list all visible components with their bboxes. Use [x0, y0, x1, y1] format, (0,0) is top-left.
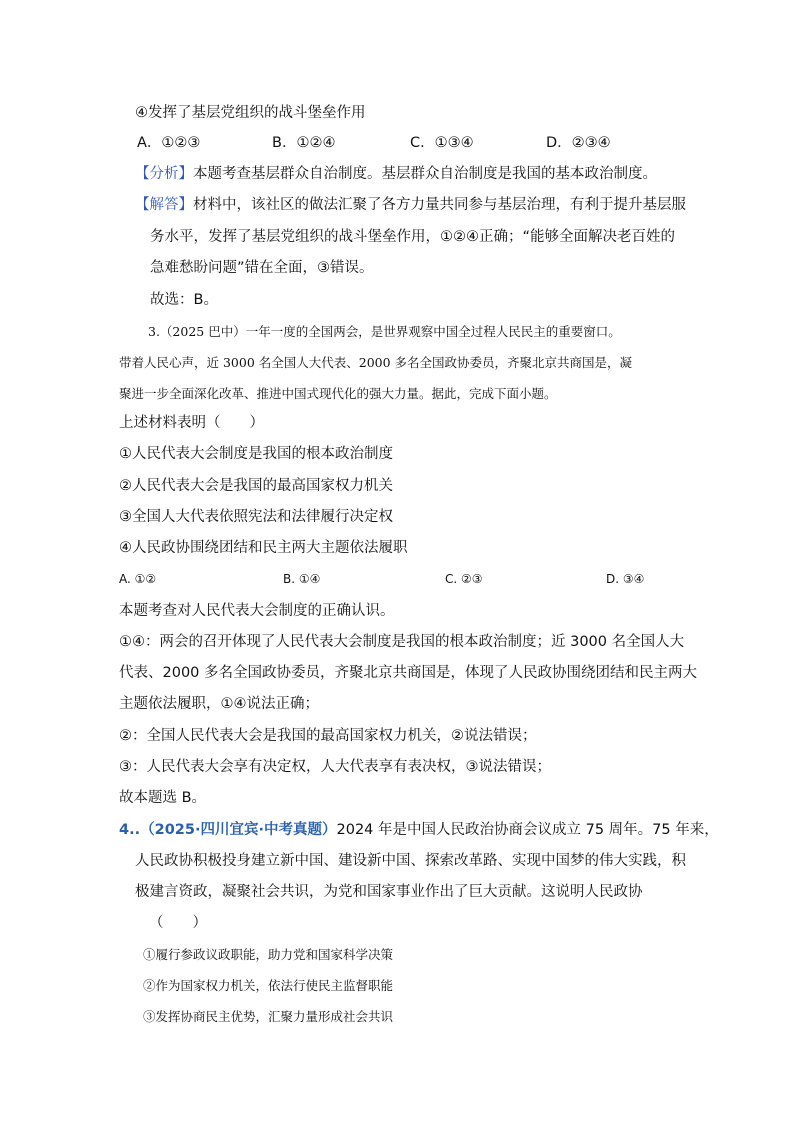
q4-paren: （ ）: [149, 915, 207, 931]
q3-option-a: A. ①②: [119, 572, 157, 586]
q4-line-3: 极建言资政，凝聚社会共识，为党和国家事业作出了巨大贡献。这说明人民政协: [135, 884, 643, 900]
q3-material-line-2: 带着人民心声，近 3000 名全国人大代表、2000 多名全国政协委员，齐聚北京共商国是，凝: [119, 355, 633, 370]
q3-explanation-intro: 本题考查对人民代表大会制度的正确认识。: [119, 603, 395, 619]
q3-item-4: ④人民政协围绕团结和民主两大主题依法履职: [119, 540, 408, 556]
q2-item-4: ④发挥了基层党组织的战斗堡垒作用: [135, 105, 366, 121]
q3-explanation-b: ②：全国人民代表大会是我国的最高国家权力机关，②说法错误；: [119, 728, 537, 744]
q4-item-3: ③发挥协商民主优势，汇聚力量形成社会共识: [143, 1009, 394, 1024]
q3-item-1: ①人民代表大会制度是我国的根本政治制度: [119, 446, 393, 462]
q2-choice: 故选：B。: [150, 292, 218, 308]
q4-item-2: ②作为国家权力机关，依法行使民主监督职能: [143, 978, 394, 993]
q3-material-line-3: 聚进一步全面深化改革、推进中国式现代化的强大力量。据此，完成下面小题。: [119, 386, 557, 401]
q3-explanation-c: ③：人民代表大会享有决定权，人大代表享有表决权，③说法错误；: [119, 759, 551, 775]
q3-option-d: D. ③④: [606, 572, 645, 586]
q3-option-c: C. ②③: [445, 572, 483, 586]
q3-explanation-a-1: ①④：两会的召开体现了人民代表大会制度是我国的根本政治制度；近 3000 名全国人大: [119, 634, 685, 650]
q2-option-d: D．②③④: [546, 135, 611, 151]
q2-option-c: C．①③④: [410, 135, 474, 151]
q3-explanation-a-3: 主题依法履职，①④说法正确；: [119, 696, 319, 712]
q4-header: [119, 820, 719, 840]
q3-material-line-1: 3.（2025 巴中）一年一度的全国两会，是世界观察中国全过程人民民主的重要窗口。: [148, 324, 621, 339]
answer-text-1: 材料中，该社区的做法汇聚了各方力量共同参与基层治理，有利于提升基层服: [193, 197, 686, 213]
q2-answer-line-2: 务水平，发挥了基层党组织的战斗堡垒作用，①②④正确；“能够全面解决老百姓的: [150, 229, 676, 245]
q2-option-a: A．①②③: [137, 135, 201, 151]
q3-stem: 上述材料表明（ ）: [119, 415, 264, 431]
q2-answer-line-1: [135, 195, 686, 215]
q4-line-2: 人民政协积极投身建立新中国、建设新中国、探索改革路、实现中国梦的伟大实践，积: [135, 853, 686, 869]
answer-tag: 【解答】: [135, 197, 193, 213]
q4-item-1: ①履行参政议政职能，助力党和国家科学决策: [143, 947, 394, 962]
analysis-text: 本题考查基层群众自治制度。基层群众自治制度是我国的基本政治制度。: [193, 166, 657, 182]
q2-analysis: [135, 164, 657, 184]
q2-answer-line-3: 急难愁盼问题”错在全面，③错误。: [150, 260, 374, 276]
q4-number: 4.: [119, 822, 135, 838]
q4-line-1: 2024 年是中国人民政治协商会议成立 75 周年。75 年来，: [336, 822, 719, 838]
analysis-tag: 【分析】: [135, 166, 193, 182]
q3-option-b: B. ①④: [283, 572, 321, 586]
q3-item-2: ②人民代表大会是我国的最高国家权力机关: [119, 478, 393, 494]
q3-item-3: ③全国人大代表依照宪法和法律履行决定权: [119, 509, 393, 525]
q3-conclusion: 故本题选 B。: [119, 790, 207, 806]
q3-explanation-a-2: 代表、2000 多名全国政协委员，齐聚北京共商国是，体现了人民政协围绕团结和民主两大: [119, 665, 698, 681]
q4-source: .（2025·四川宜宾·中考真题）: [134, 822, 337, 838]
q2-option-b: B．①②④: [272, 135, 336, 151]
